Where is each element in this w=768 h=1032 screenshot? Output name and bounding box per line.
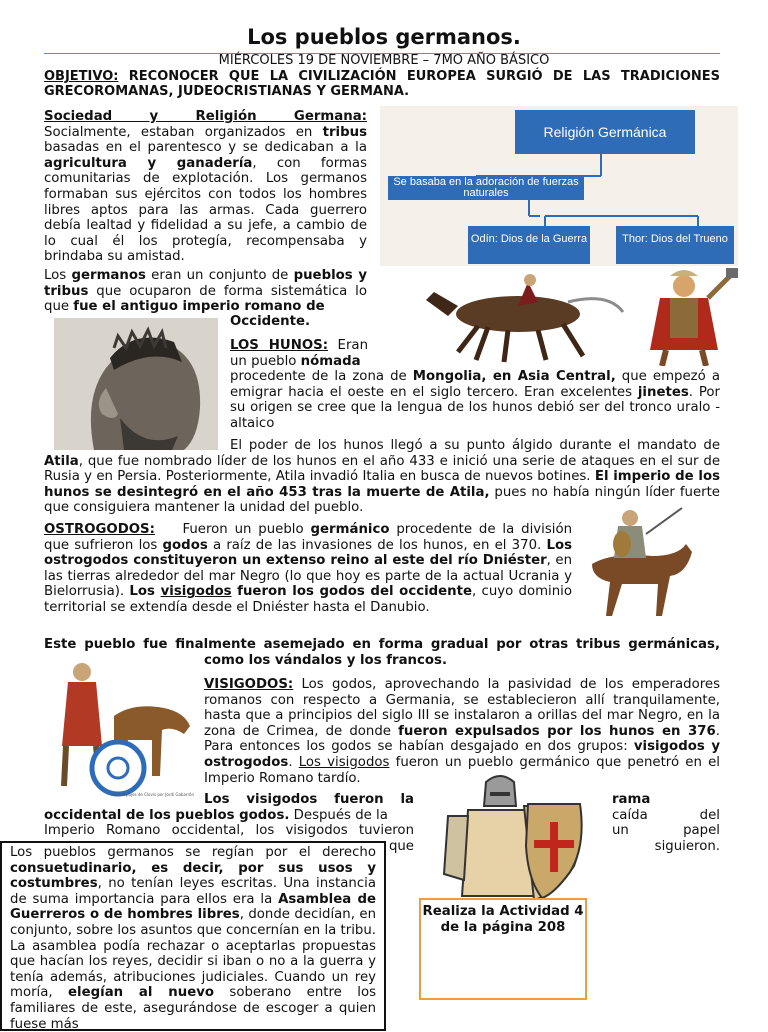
society-heading: Sociedad y Religión Germana: — [44, 109, 367, 124]
objective-text: RECONOCER QUE LA CIVILIZACIÓN EUROPEA SURGIÓ DE LAS TRADICIONES GRECOROMANAS, JUDEOCRISTIANAS Y GERMANA. — [44, 69, 720, 99]
diagram-title-box: Religión Germánica — [515, 110, 695, 154]
visigodos-rama-paragraph: Los visigodos fueron la occidental de los pueblos godos. Después de la Imperio Romano occidental, los visigodos tuvieron que — [44, 792, 414, 854]
society-paragraph: Socialmente, estaban organizados en tribus basadas en el parentesco y se dedicaban a la agricultura y ganadería, con formas comunitarias de explotación. Los germanos formaban sus ejércitos con todos los hombres libres aptos para las armas. Cada guerrero debía lealtad y fidelidad a su jefe, a cambio de lo cual él los protegía, recompensaba y brindaba su amistad. — [44, 124, 367, 265]
objective — [44, 69, 720, 99]
diagram-thor-box: Thor: Dios del Trueno — [616, 226, 734, 264]
ostrogodos-heading: OSTROGODOS: — [44, 522, 155, 537]
visigodos-right-column: rama caída del un papel siguieron. — [612, 792, 720, 854]
hunos-intro: LOS HUNOS: Eran un pueblo nómada — [230, 338, 368, 369]
atila-paragraph: El poder de los hunos llegó a su punto álgido durante el mandato de Atila, que fue nombrado líder de los hunos en el año 433 e inició una serie de ataques en el sur de Rusia y en Persia. Posteriormente, Atila invadió Italia en busca de nuevos botines. El imperio de los hunos se desintegró en el año 453 tras la muerte de Atila, pues no había ningún líder fuerte que consiguiera mantener la unidad del pueblo. — [44, 438, 720, 516]
diagram-odin-box: Odín: Dios de la Guerra — [468, 226, 590, 264]
religion-diagram — [380, 106, 738, 266]
activity-box: Realiza la Actividad 4 de la página 208 — [419, 898, 587, 1000]
occidente-word: Occidente. — [230, 314, 311, 329]
atila-portrait — [54, 318, 218, 450]
hunos-heading: LOS HUNOS: — [230, 338, 329, 353]
hunos-paragraph: procedente de la zona de Mongolia, en Asia Central, que empezó a emigrar hacia el oeste en el siglo tercero. Eran excelentes jinetes. Por su origen se cree que la lengua de los hunos debió ser del tronco uralo - altaico — [230, 369, 720, 431]
ostrogodo-rider-image — [582, 504, 694, 620]
derecho-box: Los pueblos germanos se regían por el derecho consuetudinario, es decir, por sus usos y costumbres, no tenían leyes escritas. Una instancia de suma importancia para ellos era la Asamblea de Guerreros o de hombres libres, donde decidían, en conjunto, sobre los asuntos que concernían en la tribu. La asamblea podía rechazar o aceptarlas propuestas que hacían los reyes, decidir si iban o no a la guerra y tenía además, atribuciones judiciales. Cuando un rey moría, elegían al nuevo soberano entre los familiares de este, asegurándose de escoger a quien fuese más — [0, 841, 386, 1031]
visigodos-image-caption: Los ropajes de Clovis por Jordi Gabarrón — [114, 792, 194, 797]
page-title: Los pueblos germanos. — [247, 25, 521, 49]
visigodos-warriors-image — [44, 656, 194, 800]
diagram-sub-box: Se basaba en la adoración de fuerzas naturales — [388, 176, 584, 200]
society-section — [44, 109, 367, 265]
ostrogodos-paragraph: OSTROGODOS: Fueron un pueblo germánico procedente de la división que sufrieron los godos a raíz de las invasiones de los hunos, en el 370. Los ostrogodos constituyeron un extenso reino al este del río Dniéster, en las tierras alrededor del mar Negro (lo que hoy es parte de la actual Ucrania y Bielorrusia). Los visigodos fueron los godos del occidente, cuyo dominio territorial se extendía desde el Dniéster hasta el Danubio. — [44, 522, 573, 615]
thor-image — [630, 268, 738, 366]
germanos-paragraph: Los germanos eran un conjunto de pueblos y tribus que ocuparon de forma sistemática lo que fue el antiguo imperio romano de — [44, 268, 367, 315]
date-line: MIÉRCOLES 19 DE NOVIEMBRE – 7MO AÑO BÁSICO — [218, 53, 550, 68]
visigodos-heading: VISIGODOS: — [204, 677, 294, 692]
visigodos-paragraph: VISIGODOS: Los godos, aprovechando la pasividad de los emperadores romanos con respecto a Germania, se establecieron allí tranquilamente, hasta que a principios del siglo III se instalaron a orillas del mar Negro, en la zona de Crimea, de donde fueron expulsados por los hunos en 376. Para entonces los godos se habían desgajado en dos grupos: visigodos y ostrogodos. Los visigodos fueron un pueblo germánico que penetró en el Imperio Romano tardío. — [204, 677, 720, 786]
objective-label: OBJETIVO: — [44, 69, 119, 84]
knight-image — [424, 770, 600, 900]
odin-horse-image — [418, 272, 628, 364]
ostrogodos-summary: Este pueblo fue finalmente asemejado en forma gradual por otras tribus germánicas, como los vándalos y los francos. — [44, 637, 720, 668]
